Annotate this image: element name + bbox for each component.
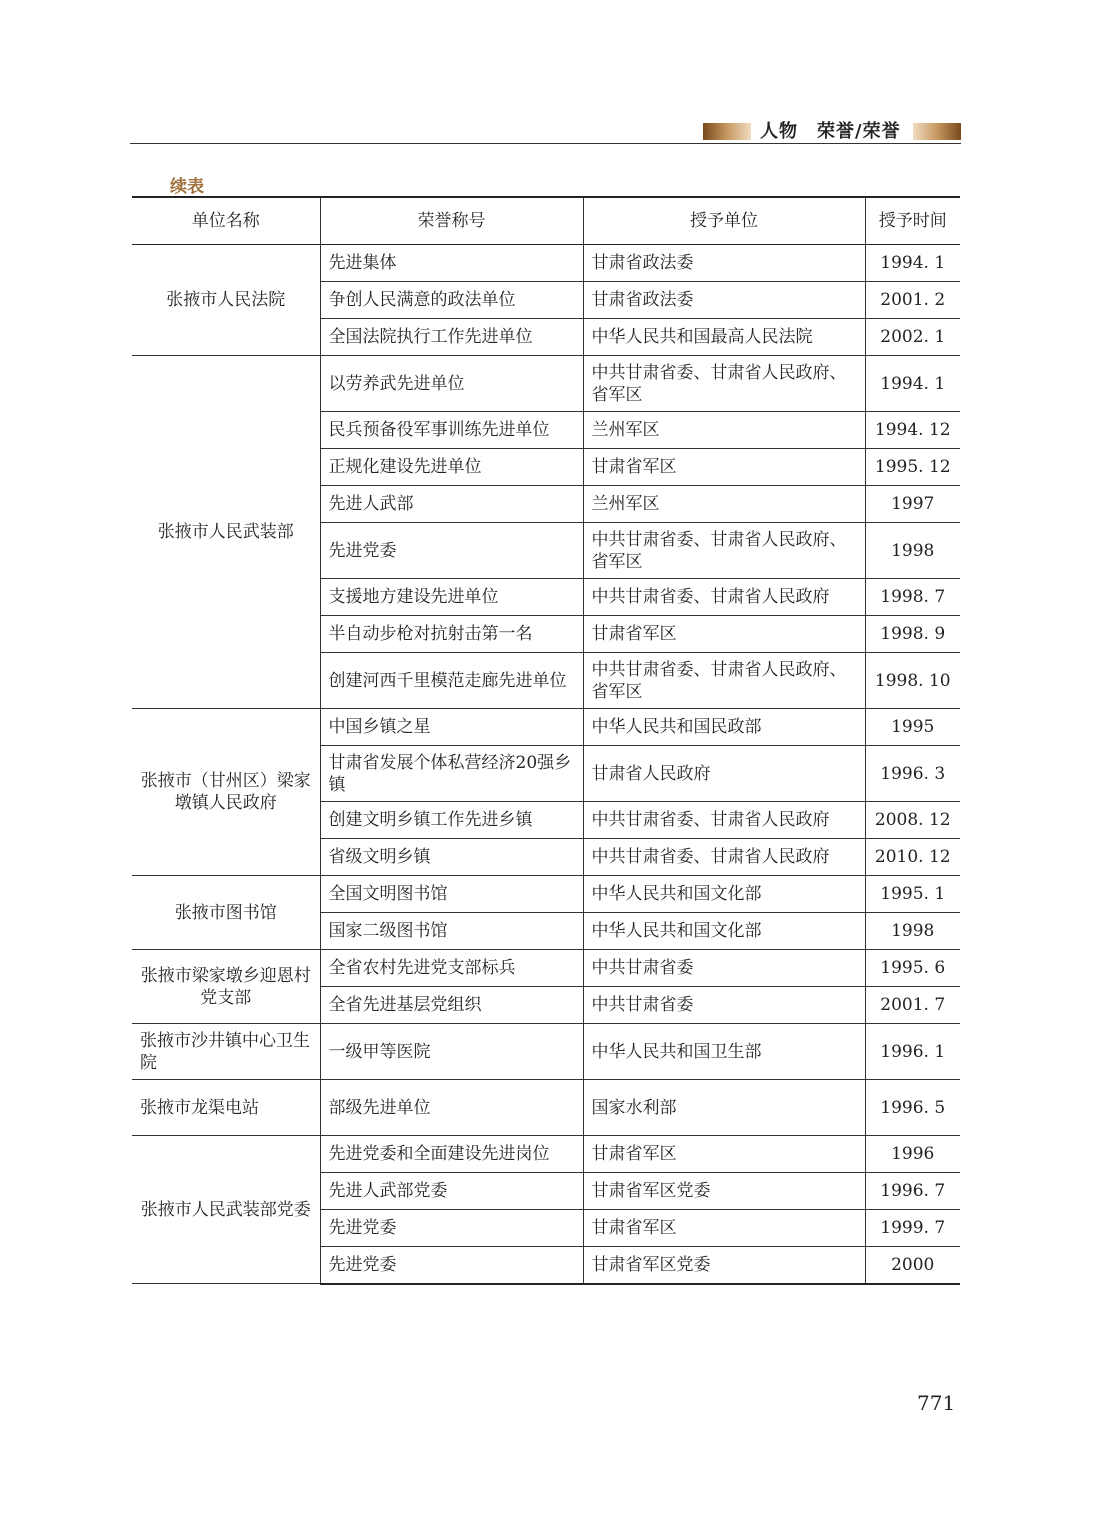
grantor-cell: 甘肃省人民政府	[583, 746, 865, 802]
grantor-cell: 中共甘肃省委、甘肃省人民政府、省军区	[583, 653, 865, 709]
honor-title-cell: 一级甲等医院	[320, 1024, 583, 1080]
honor-title-cell: 先进党委	[320, 1210, 583, 1247]
honor-title-cell: 省级文明乡镇	[320, 839, 583, 876]
honor-title-cell: 以劳养武先进单位	[320, 356, 583, 412]
date-cell: 1995. 12	[865, 449, 960, 486]
date-cell: 1994. 1	[865, 245, 960, 282]
table-row	[132, 709, 960, 746]
grantor-cell: 甘肃省军区	[583, 1210, 865, 1247]
grantor-cell: 中华人民共和国最高人民法院	[583, 319, 865, 356]
table-row	[132, 1024, 960, 1080]
honor-title-cell: 创建文明乡镇工作先进乡镇	[320, 802, 583, 839]
unit-name-cell: 张掖市人民法院	[132, 245, 320, 356]
grantor-cell: 甘肃省军区党委	[583, 1247, 865, 1284]
unit-name-cell: 张掖市图书馆	[132, 876, 320, 950]
date-cell: 1995	[865, 709, 960, 746]
date-cell: 2008. 12	[865, 802, 960, 839]
honor-title-cell: 先进集体	[320, 245, 583, 282]
honor-title-cell: 先进人武部党委	[320, 1173, 583, 1210]
date-cell: 1995. 6	[865, 950, 960, 987]
grantor-cell: 甘肃省军区	[583, 449, 865, 486]
page-number: 771	[917, 1391, 956, 1415]
column-header-honor: 荣誉称号	[320, 197, 583, 245]
unit-name-cell: 张掖市人民武装部	[132, 356, 320, 709]
grantor-cell: 中共甘肃省委	[583, 950, 865, 987]
date-cell: 2010. 12	[865, 839, 960, 876]
grantor-cell: 中华人民共和国卫生部	[583, 1024, 865, 1080]
unit-name-cell: 张掖市梁家墩乡迎恩村党支部	[132, 950, 320, 1024]
grantor-cell: 甘肃省政法委	[583, 245, 865, 282]
date-cell: 1998. 10	[865, 653, 960, 709]
grantor-cell: 中共甘肃省委、甘肃省人民政府、省军区	[583, 356, 865, 412]
header-decor-bar-left	[703, 123, 751, 140]
grantor-cell: 兰州军区	[583, 412, 865, 449]
grantor-cell: 甘肃省军区党委	[583, 1173, 865, 1210]
date-cell: 2001. 2	[865, 282, 960, 319]
unit-name-cell: 张掖市（甘州区）梁家墩镇人民政府	[132, 709, 320, 876]
table-header-row	[132, 197, 960, 245]
grantor-cell: 国家水利部	[583, 1080, 865, 1136]
honor-title-cell: 甘肃省发展个体私营经济20强乡镇	[320, 746, 583, 802]
unit-name-cell: 张掖市龙渠电站	[132, 1080, 320, 1136]
date-cell: 1996	[865, 1136, 960, 1173]
grantor-cell: 中共甘肃省委、甘肃省人民政府	[583, 579, 865, 616]
honor-title-cell: 全省农村先进党支部标兵	[320, 950, 583, 987]
grantor-cell: 中华人民共和国文化部	[583, 913, 865, 950]
column-header-date: 授予时间	[865, 197, 960, 245]
honor-title-cell: 创建河西千里模范走廊先进单位	[320, 653, 583, 709]
honor-title-cell: 正规化建设先进单位	[320, 449, 583, 486]
honor-title-cell: 民兵预备役军事训练先进单位	[320, 412, 583, 449]
grantor-cell: 甘肃省军区	[583, 1136, 865, 1173]
column-header-grantor: 授予单位	[583, 197, 865, 245]
table-row	[132, 876, 960, 913]
honor-title-cell: 半自动步枪对抗射击第一名	[320, 616, 583, 653]
unit-name-cell: 张掖市人民武装部党委	[132, 1136, 320, 1284]
unit-name-cell: 张掖市沙井镇中心卫生院	[132, 1024, 320, 1080]
table-row	[132, 1080, 960, 1136]
table-row	[132, 356, 960, 412]
table-row	[132, 1136, 960, 1173]
honor-title-cell: 先进党委	[320, 1247, 583, 1284]
honor-title-cell: 国家二级图书馆	[320, 913, 583, 950]
date-cell: 1994. 12	[865, 412, 960, 449]
date-cell: 1999. 7	[865, 1210, 960, 1247]
date-cell: 1996. 1	[865, 1024, 960, 1080]
date-cell: 1996. 7	[865, 1173, 960, 1210]
header-rule	[130, 143, 961, 144]
grantor-cell: 中共甘肃省委、甘肃省人民政府、省军区	[583, 523, 865, 579]
continued-table-label: 续表	[170, 177, 204, 197]
honor-title-cell: 部级先进单位	[320, 1080, 583, 1136]
grantor-cell: 中共甘肃省委、甘肃省人民政府	[583, 802, 865, 839]
honor-title-cell: 先进人武部	[320, 486, 583, 523]
honor-title-cell: 全国文明图书馆	[320, 876, 583, 913]
honor-title-cell: 中国乡镇之星	[320, 709, 583, 746]
grantor-cell: 中共甘肃省委	[583, 987, 865, 1024]
date-cell: 1997	[865, 486, 960, 523]
honor-title-cell: 先进党委和全面建设先进岗位	[320, 1136, 583, 1173]
grantor-cell: 中华人民共和国文化部	[583, 876, 865, 913]
date-cell: 1996. 3	[865, 746, 960, 802]
date-cell: 1998. 7	[865, 579, 960, 616]
date-cell: 2002. 1	[865, 319, 960, 356]
date-cell: 1998	[865, 523, 960, 579]
honors-table	[132, 196, 960, 1285]
grantor-cell: 甘肃省军区	[583, 616, 865, 653]
header-decor-bar-right	[913, 123, 961, 140]
date-cell: 1995. 1	[865, 876, 960, 913]
table-row	[132, 245, 960, 282]
date-cell: 1996. 5	[865, 1080, 960, 1136]
grantor-cell: 兰州军区	[583, 486, 865, 523]
date-cell: 1998. 9	[865, 616, 960, 653]
honor-title-cell: 支援地方建设先进单位	[320, 579, 583, 616]
honor-title-cell: 全国法院执行工作先进单位	[320, 319, 583, 356]
running-header	[130, 120, 961, 144]
date-cell: 2000	[865, 1247, 960, 1284]
date-cell: 1994. 1	[865, 356, 960, 412]
table-body	[132, 245, 960, 1284]
table-row	[132, 950, 960, 987]
grantor-cell: 中共甘肃省委、甘肃省人民政府	[583, 839, 865, 876]
honor-title-cell: 全省先进基层党组织	[320, 987, 583, 1024]
honor-title-cell: 先进党委	[320, 523, 583, 579]
header-title: 人物 荣誉/荣誉	[760, 121, 901, 142]
grantor-cell: 中华人民共和国民政部	[583, 709, 865, 746]
honor-title-cell: 争创人民满意的政法单位	[320, 282, 583, 319]
date-cell: 2001. 7	[865, 987, 960, 1024]
date-cell: 1998	[865, 913, 960, 950]
column-header-unit: 单位名称	[132, 197, 320, 245]
grantor-cell: 甘肃省政法委	[583, 282, 865, 319]
